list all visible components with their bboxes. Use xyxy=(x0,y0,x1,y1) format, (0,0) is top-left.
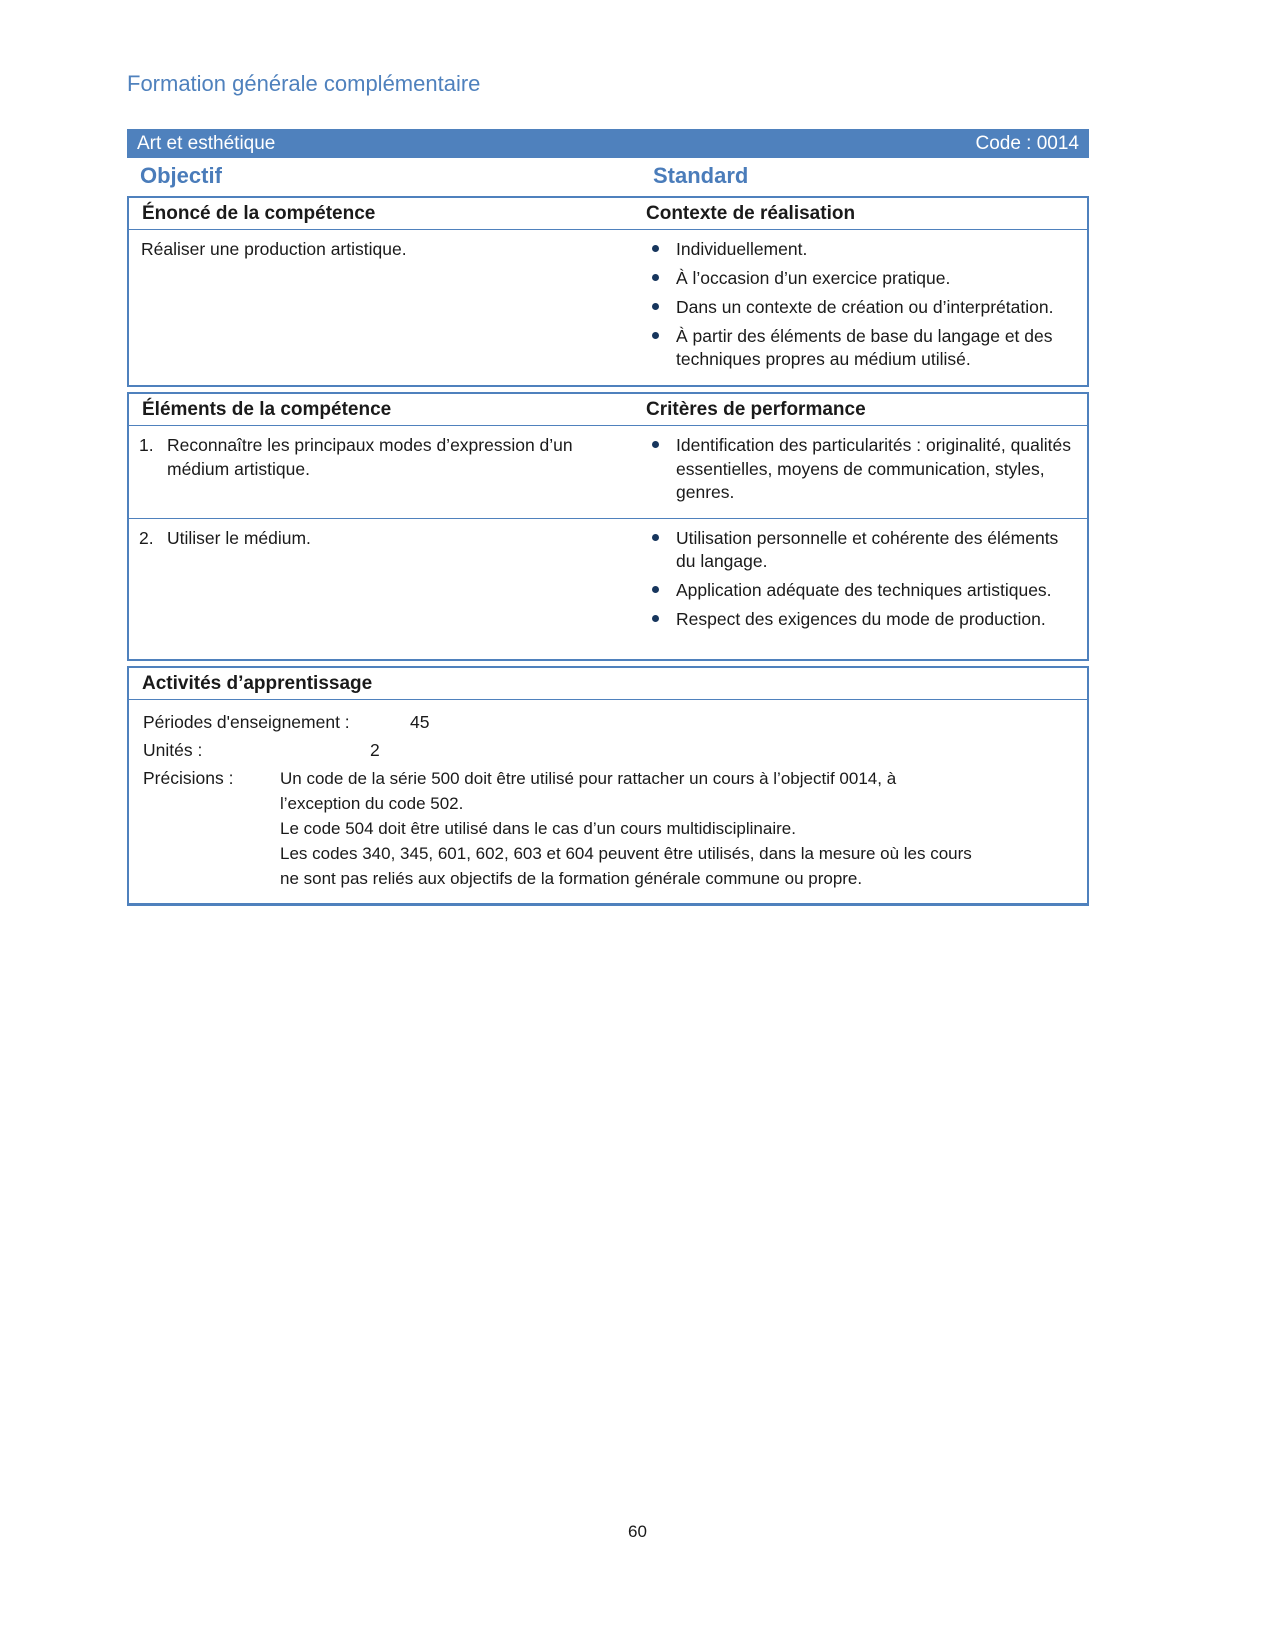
list-item xyxy=(647,608,1073,631)
elements-header: Éléments de la compétence xyxy=(142,399,392,421)
periods-value: 45 xyxy=(410,711,430,732)
element-number: 2. xyxy=(139,527,154,548)
competence-table xyxy=(127,196,1089,387)
list-item xyxy=(647,267,1073,290)
competence-table-body xyxy=(129,230,1087,385)
element-number: 1. xyxy=(139,435,154,456)
precisions-line: Un code de la série 500 doit être utilisé pour rattacher un cours à l’objectif 0014, à xyxy=(280,768,897,788)
banner-subject: Art et esthétique xyxy=(137,132,276,154)
units-value: 2 xyxy=(370,739,380,760)
precisions-line: Les codes 340, 345, 601, 602, 603 et 604 peuvent être utilisés, dans la mesure où les cours xyxy=(280,843,972,863)
precisions-line: Le code 504 doit être utilisé dans le cas d’un cours multidisciplinaire. xyxy=(280,818,796,838)
activities-body xyxy=(129,700,1087,903)
elements-table-header xyxy=(129,394,1087,426)
competence-table-header xyxy=(129,198,1087,230)
competence-statement: Réaliser une production artistique. xyxy=(141,239,407,259)
list-item xyxy=(647,238,1073,261)
bullet-icon xyxy=(652,615,659,622)
precisions-line: l’exception du code 502. xyxy=(280,793,464,813)
bullet-icon xyxy=(652,303,659,310)
element-text: Reconnaître les principaux modes d’expression d’un médium artistique. xyxy=(167,435,573,479)
bullet-text: Utilisation personnelle et cohérente des éléments du langage. xyxy=(676,527,1059,571)
element-row xyxy=(129,426,1087,518)
activities-header: Activités d’apprentissage xyxy=(129,668,1087,700)
precisions-text xyxy=(280,766,1075,891)
list-item xyxy=(647,579,1073,602)
bullet-text: Identification des particularités : originalité, qualités essentielles, moyens de communication, styles, genres. xyxy=(676,435,1071,502)
bullet-text: Dans un contexte de création ou d’interprétation. xyxy=(676,297,1054,318)
bullet-icon xyxy=(652,441,659,448)
bullet-text: Individuellement. xyxy=(676,239,808,259)
bullet-icon xyxy=(652,332,659,339)
periods-row xyxy=(143,710,1075,735)
list-item xyxy=(647,434,1073,503)
precisions-row xyxy=(143,766,1075,891)
bullet-icon xyxy=(652,534,659,541)
section-banner xyxy=(127,129,1089,158)
element-text: Utiliser le médium. xyxy=(167,527,311,548)
precisions-line: ne sont pas reliés aux objectifs de la formation générale commune ou propre. xyxy=(280,868,863,888)
criteria-list xyxy=(645,426,1087,517)
units-row xyxy=(143,738,1075,763)
list-item xyxy=(647,527,1073,573)
list-item xyxy=(647,325,1073,371)
element-cell xyxy=(129,426,645,517)
periods-label: Périodes d'enseignement : xyxy=(143,711,350,732)
bullet-icon xyxy=(652,274,659,281)
elements-table xyxy=(127,392,1089,660)
bullet-text: À l’occasion d’un exercice pratique. xyxy=(676,268,951,289)
precisions-label: Précisions : xyxy=(143,767,234,788)
element-cell xyxy=(129,519,645,659)
banner-code: Code : 0014 xyxy=(975,132,1079,154)
bullet-text: Application adéquate des techniques artistiques. xyxy=(676,579,1052,600)
page-title: Formation générale complémentaire xyxy=(127,71,481,96)
criteria-list xyxy=(645,519,1087,659)
bullet-icon xyxy=(652,245,659,252)
page-content xyxy=(127,71,1089,906)
activities-table xyxy=(127,666,1089,906)
column-headings xyxy=(127,163,1089,189)
objectif-heading: Objectif xyxy=(140,163,222,188)
enonce-header: Énoncé de la compétence xyxy=(142,203,376,224)
element-row xyxy=(129,519,1087,659)
bullet-text: Respect des exigences du mode de production. xyxy=(676,609,1046,630)
contexte-bullet-list xyxy=(645,230,1087,385)
standard-heading: Standard xyxy=(653,163,749,188)
contexte-header: Contexte de réalisation xyxy=(646,203,856,224)
list-item xyxy=(647,296,1073,319)
units-label: Unités : xyxy=(143,739,203,760)
criteres-header: Critères de performance xyxy=(646,399,866,421)
page-number: 60 xyxy=(628,1522,647,1541)
bullet-icon xyxy=(652,586,659,593)
bullet-text: À partir des éléments de base du langage et des techniques propres au médium utilisé. xyxy=(676,326,1053,370)
